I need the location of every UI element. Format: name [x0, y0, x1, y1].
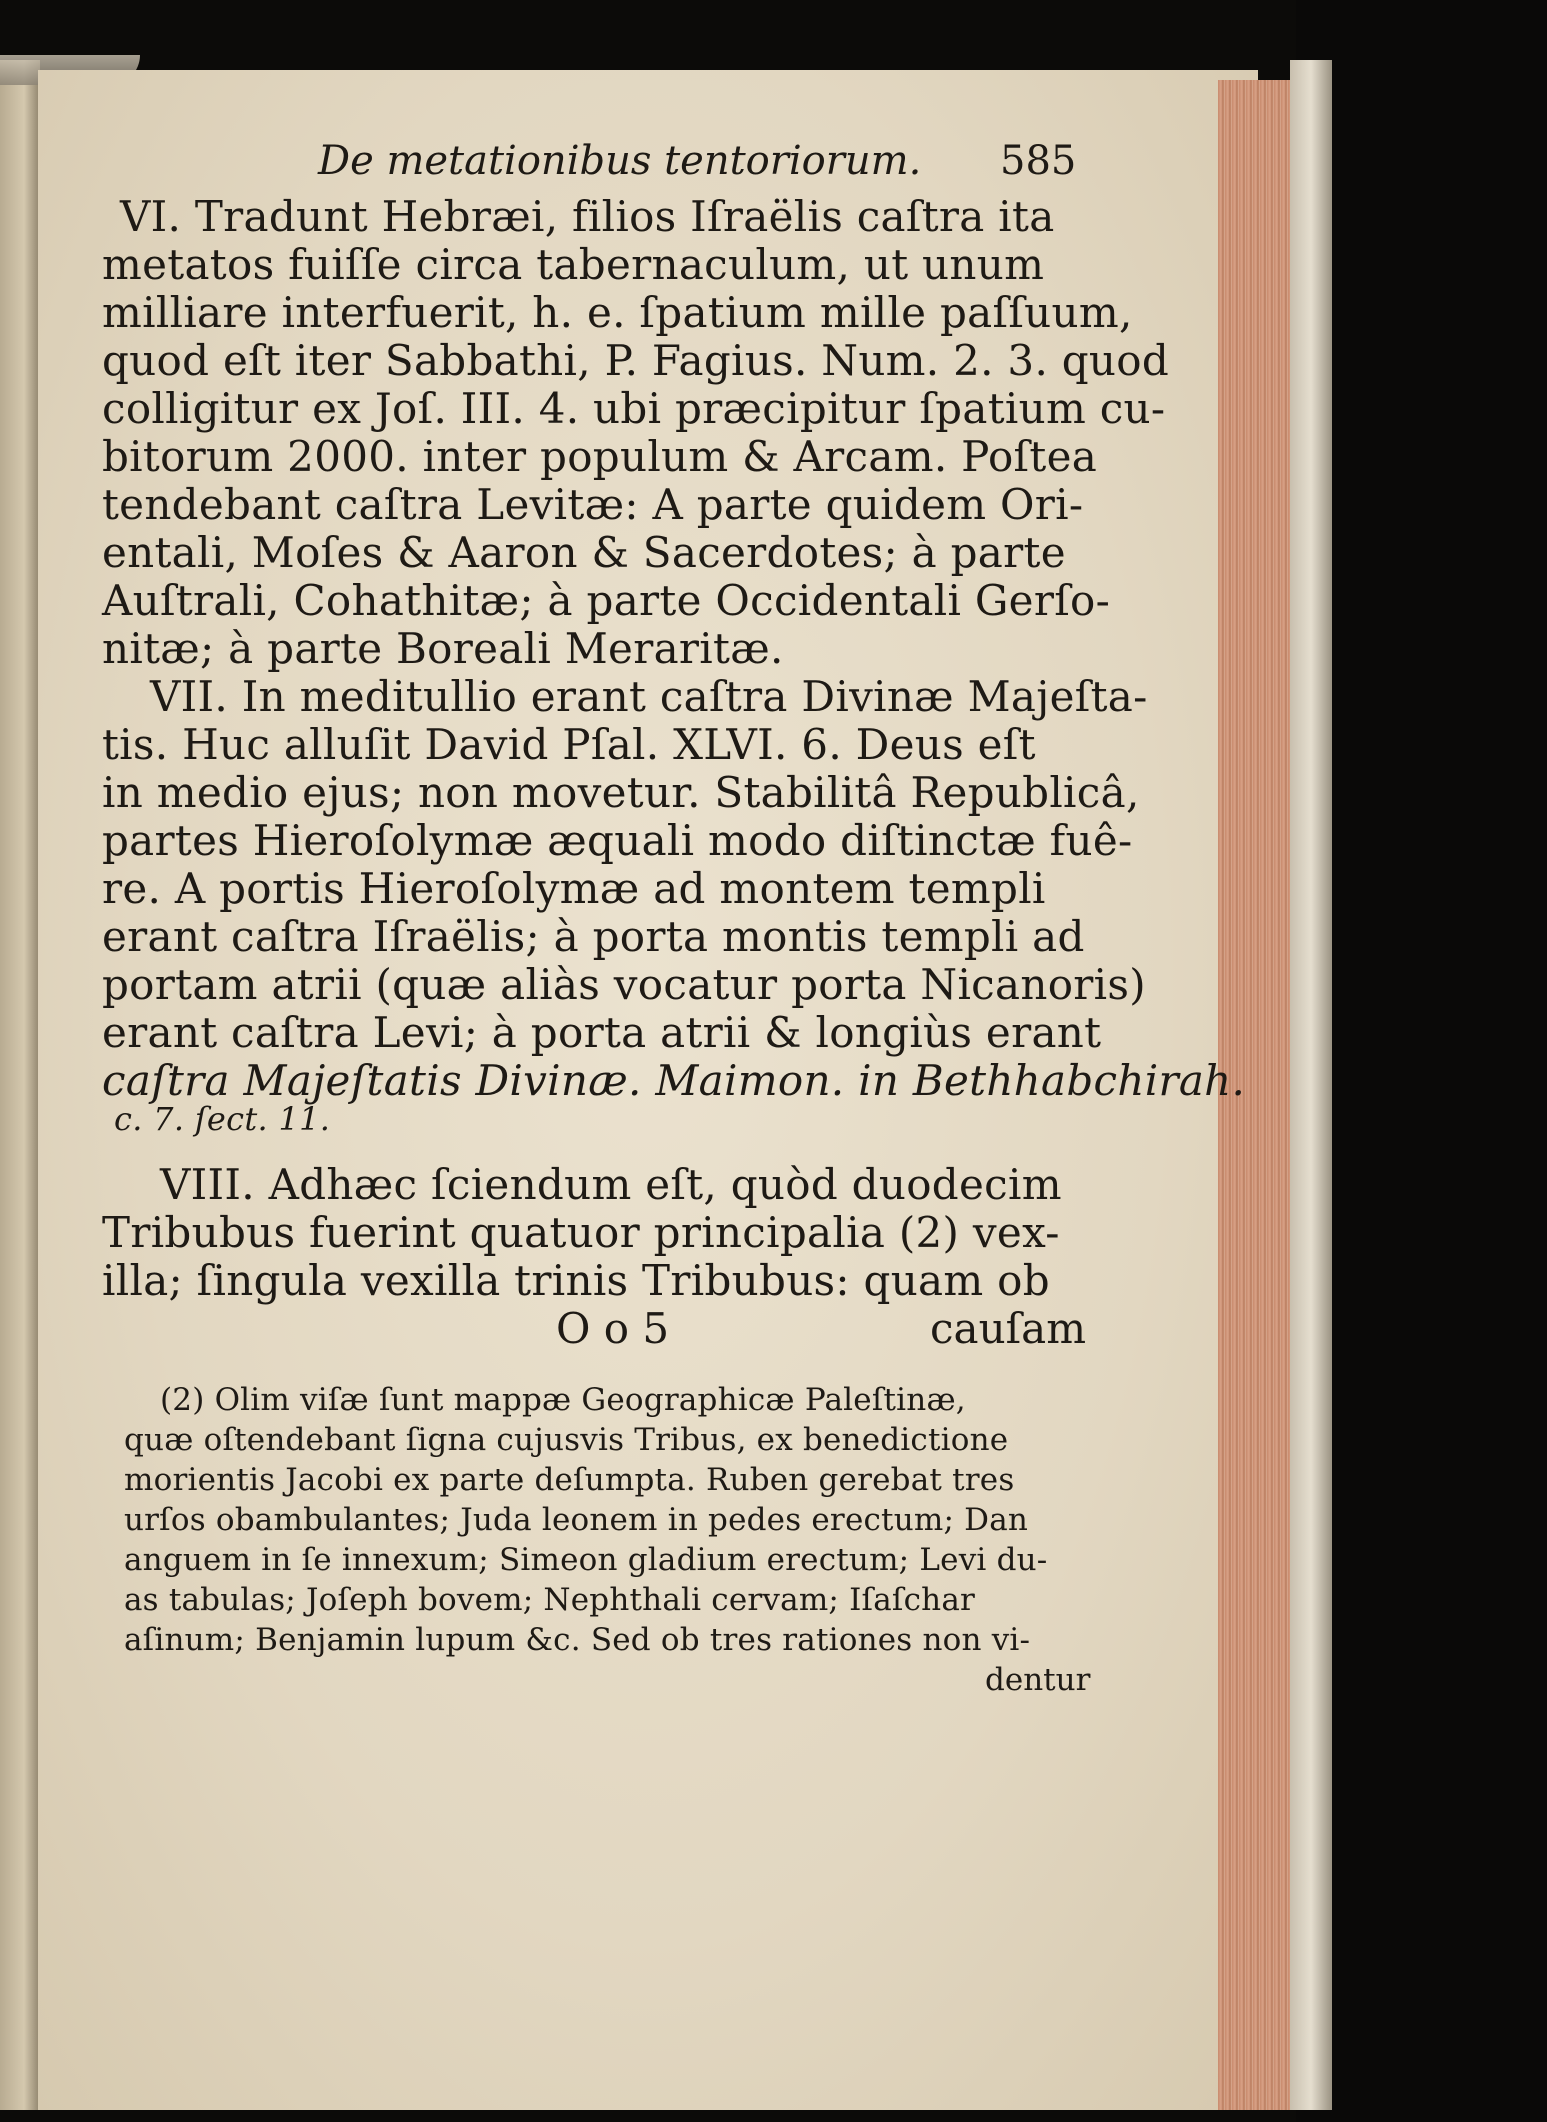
body-line: portam atrii (quæ aliàs vocatur porta Nicanoris)	[102, 960, 1146, 1009]
body-line: VII. In meditullio erant caſtra Divinæ Majeſta-	[150, 672, 1148, 721]
body-line: tendebant caſtra Levitæ: A parte quidem Ori-	[102, 480, 1084, 529]
body-line: quod eſt iter Sabbathi, P. Fagius. Num. 2. 3. quod	[102, 336, 1170, 385]
body-line: Tribubus fuerint quatuor principalia (2) vex-	[102, 1208, 1060, 1257]
footnote-catchword: dentur	[985, 1662, 1091, 1698]
body-line: milliare interfuerit, h. e. ſpatium mille paſſuum,	[102, 288, 1133, 337]
body-line: metatos fuiſſe circa tabernaculum, ut unum	[102, 240, 1045, 289]
body-line: bitorum 2000. inter populum & Arcam. Poſtea	[102, 432, 1098, 481]
body-line: caſtra Majeſtatis Divinæ. Maimon. in Bethhabchirah.	[102, 1056, 1246, 1105]
body-line: partes Hieroſolymæ æquali modo diſtinctæ fuê-	[102, 816, 1133, 865]
background-right	[1296, 0, 1547, 2122]
footnote-line: anguem in ſe innexum; Simeon gladium erectum; Levi du-	[124, 1542, 1048, 1578]
body-line: colligitur ex Joſ. III. 4. ubi præcipitur ſpatium cu-	[102, 384, 1166, 433]
body-line: VI. Tradunt Hebræi, filios Iſraëlis caſtra ita	[120, 192, 1055, 241]
body-line: nitæ; à parte Boreali Meraritæ.	[102, 624, 784, 673]
body-line: tis. Huc alluſit David Pſal. XLVI. 6. Deus eſt	[102, 720, 1036, 769]
body-line: erant caſtra Levi; à porta atrii & longiùs erant	[102, 1008, 1102, 1057]
footnote-line: urſos obambulantes; Juda leonem in pedes erectum; Dan	[124, 1502, 1029, 1538]
body-line: in medio ejus; non movetur. Stabilitâ Republicâ,	[102, 768, 1140, 817]
footnote-line: aſinum; Benjamin lupum &c. Sed ob tres rationes non vi-	[124, 1622, 1031, 1658]
body-line: illa; ſingula vexilla trinis Tribubus: quam ob	[102, 1256, 1050, 1305]
footnote-line: as tabulas; Joſeph bovem; Nephthali cervam; Iſaſchar	[124, 1582, 976, 1618]
body-line: VIII. Adhæc ſciendum eſt, quòd duodecim	[160, 1160, 1062, 1209]
signature-mark: O o 5	[556, 1304, 670, 1353]
page-number: 585	[1000, 138, 1077, 184]
body-line: erant caſtra Iſraëlis; à porta montis templi ad	[102, 912, 1085, 961]
body-line: c. 7. ſect. 11.	[114, 1100, 331, 1138]
running-title: De metationibus tentoriorum.	[318, 138, 922, 184]
cover-edge	[1290, 60, 1332, 2110]
footnote-line: (2) Olim viſæ ſunt mappæ Geographicæ Paleſtinæ,	[160, 1382, 966, 1418]
catchword: cauſam	[930, 1304, 1087, 1353]
footnote-line: morientis Jacobi ex parte deſumpta. Ruben gerebat tres	[124, 1462, 1015, 1498]
footnote-line: quæ oſtendebant ſigna cujusvis Tribus, ex benedictione	[124, 1422, 1009, 1458]
body-line: re. A portis Hieroſolymæ ad montem templi	[102, 864, 1046, 913]
body-line: Auſtrali, Cohathitæ; à parte Occidentali Gerſo-	[102, 576, 1111, 625]
body-line: entali, Moſes & Aaron & Sacerdotes; à parte	[102, 528, 1066, 577]
facing-page-edge	[0, 60, 40, 2110]
